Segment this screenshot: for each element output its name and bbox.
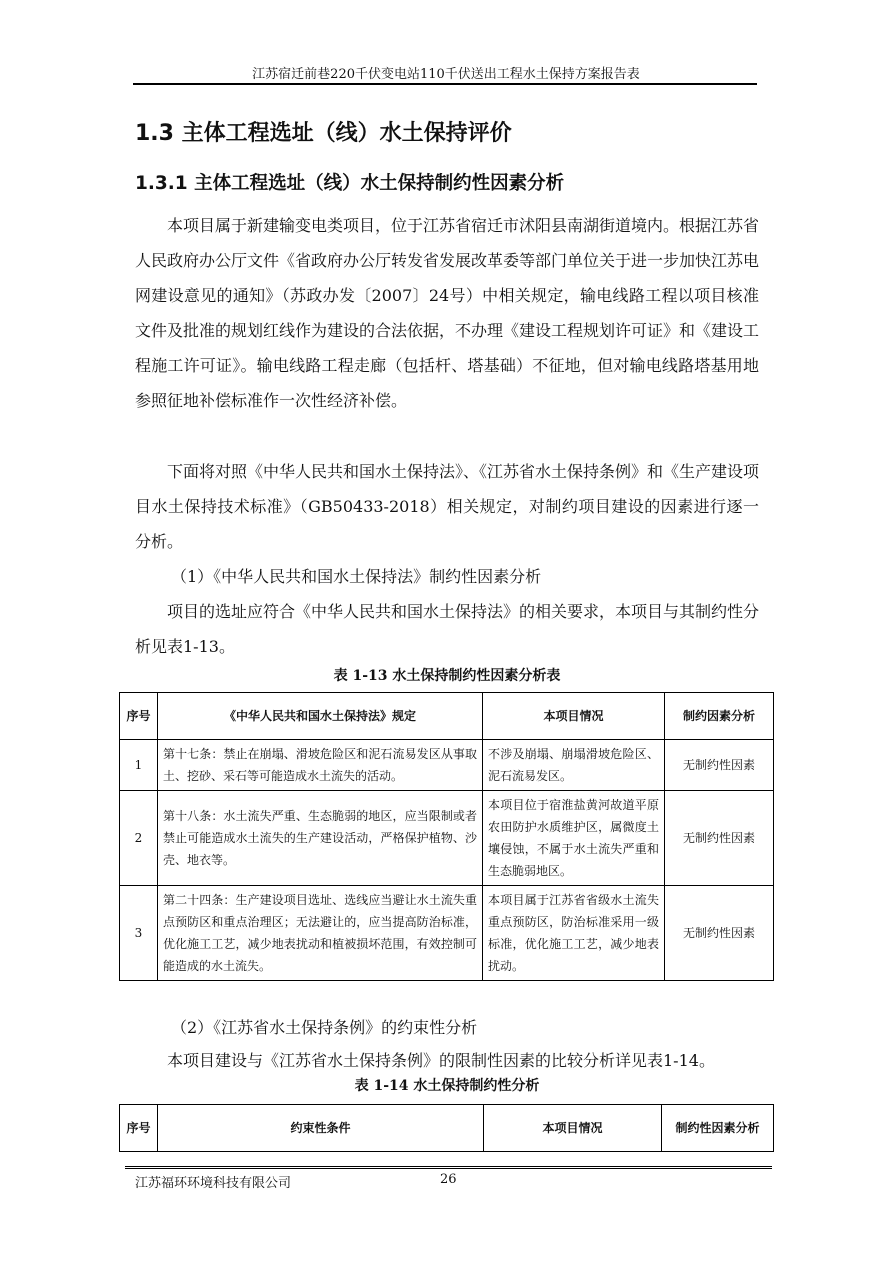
table-header-row: [120, 693, 774, 740]
table-1-14: [119, 1104, 774, 1152]
paragraph-law-requirement: 项目的选址应符合《中华人民共和国水土保持法》的相关要求，本项目与其制约性分析见表1-13。: [135, 602, 760, 656]
table-header-row: [120, 1105, 774, 1152]
header-cell-constraint-analysis: 制约性因素分析: [662, 1105, 774, 1152]
row-project-status: 不涉及崩塌、崩塌滑坡危险区、泥石流易发区。: [483, 740, 665, 791]
header-cell-index: 序号: [120, 693, 158, 740]
header-cell-constraint: 制约因素分析: [665, 693, 774, 740]
table-1-13: [119, 692, 774, 981]
row-regulation: 第二十四条：生产建设项目选址、选线应当避让水土流失重点预防区和重点治理区；无法避让的，应当提高防治标准，优化施工工艺，减少地表扰动和植被损坏范围，有效控制可能造成的水土流失。: [158, 886, 483, 981]
paragraph-analysis-basis: 下面将对照《中华人民共和国水土保持法》、《江苏省水土保持条例》和《生产建设项目水土保持技术标准》（GB50433-2018）相关规定，对制约项目建设的因素进行逐一分析。: [135, 462, 760, 551]
header-cell-project-status: 本项目情况: [484, 1105, 662, 1152]
header-cell-regulation: 《中华人民共和国水土保持法》规定: [158, 693, 483, 740]
page-number: 26: [440, 1172, 457, 1187]
header-cell-constraint-condition: 约束性条件: [158, 1105, 484, 1152]
footer-rule: [125, 1166, 772, 1169]
row-constraint: 无制约性因素: [665, 886, 774, 981]
header-rule: [133, 83, 757, 85]
row-index: 3: [120, 886, 158, 981]
table-row: [120, 791, 774, 886]
row-regulation: 第十八条：水土流失严重、生态脆弱的地区，应当限制或者禁止可能造成水土流失的生产建设活动，严格保护植物、沙壳、地衣等。: [158, 791, 483, 886]
paragraph-project-intro: 本项目属于新建输变电类项目，位于江苏省宿迁市沭阳县南湖街道境内。根据江苏省人民政府办公厅文件《省政府办公厅转发省发展改革委等部门单位关于进一步加快江苏电网建设意见的通知》（苏政办发〔2007〕24号）中相关规定，输电线路工程以项目核准文件及批准的规划红线作为建设的合法依据，不办理《建设工程规划许可证》和《建设工程施工许可证》。输电线路工程走廊（包括杆、塔基础）不征地，但对输电线路塔基用地参照征地补偿标准作一次性经济补偿。: [135, 216, 760, 410]
table-row: [120, 740, 774, 791]
row-constraint: 无制约性因素: [665, 740, 774, 791]
subheading-provincial-regulation: （2）《江苏省水土保持条例》的约束性分析: [171, 1018, 478, 1037]
table-1-13-caption: 表 1-13 水土保持制约性因素分析表: [333, 668, 561, 684]
row-regulation: 第十七条：禁止在崩塌、滑坡危险区和泥石流易发区从事取土、挖砂、采石等可能造成水土流失的活动。: [158, 740, 483, 791]
running-header: 江苏宿迁前巷220千伏变电站110千伏送出工程水土保持方案报告表: [252, 67, 640, 82]
row-index: 1: [120, 740, 158, 791]
row-constraint: 无制约性因素: [665, 791, 774, 886]
footer-company: 江苏福环环境科技有限公司: [135, 1176, 292, 1191]
row-index: 2: [120, 791, 158, 886]
row-project-status: 本项目位于宿淮盐黄河故道平原农田防护水质维护区，属微度土壤侵蚀，不属于水土流失严重和生态脆弱地区。: [483, 791, 665, 886]
table-row: [120, 886, 774, 981]
header-cell-project-status: 本项目情况: [483, 693, 665, 740]
section-title: 1.3 主体工程选址（线）水土保持评价: [135, 121, 512, 146]
subheading-law-analysis: （1）《中华人民共和国水土保持法》制约性因素分析: [171, 567, 542, 586]
subsection-title: 1.3.1 主体工程选址（线）水土保持制约性因素分析: [135, 173, 565, 194]
header-cell-index: 序号: [120, 1105, 158, 1152]
table-1-14-caption: 表 1-14 水土保持制约性分析: [354, 1078, 540, 1094]
paragraph-provincial-comparison: 本项目建设与《江苏省水土保持条例》的限制性因素的比较分析详见表1-14。: [167, 1051, 715, 1070]
row-project-status: 本项目属于江苏省省级水土流失重点预防区，防治标准采用一级标准，优化施工工艺，减少地表扰动。: [483, 886, 665, 981]
